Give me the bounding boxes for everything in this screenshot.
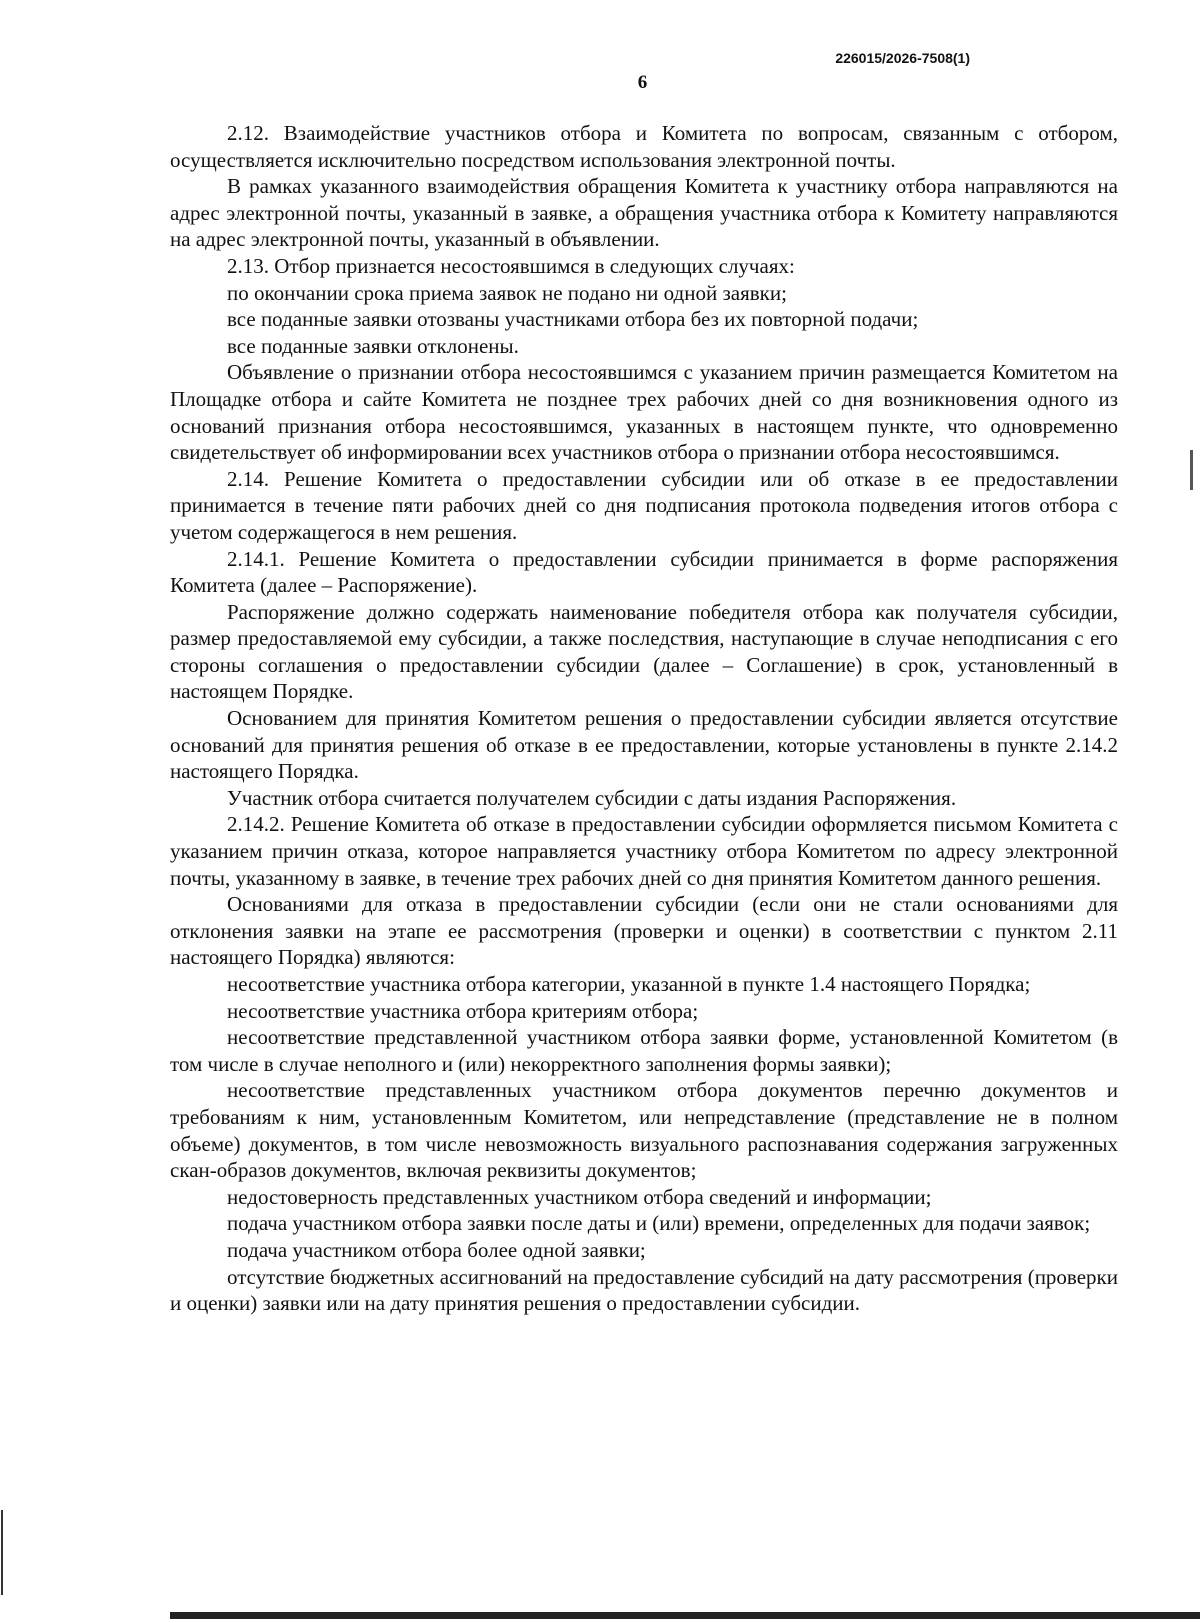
document-registration-number: 226015/2026-7508(1) [835,50,970,66]
paragraph-order-content: Распоряжение должно содержать наименование победителя отбора как получателя субсидии, размер предоставляемой ему субсидии, а также последствия, наступающие в случае неподписания с его стороны соглашения о предоставлении субсидии (далее – Соглашение) в срок, установленный в настоящем Порядке. [170,599,1118,704]
list-item: все поданные заявки отклонены. [227,333,519,358]
document-body [170,120,1118,1317]
scan-edge-mark [1190,450,1193,490]
paragraph-2-14-1: 2.14.1. Решение Комитета о предоставлении субсидии принимается в форме распоряжения Комитета (далее – Распоряжение). [170,546,1118,598]
paragraph-2-12: 2.12. Взаимодействие участников отбора и Комитета по вопросам, связанным с отбором, осуществляется исключительно посредством использования электронной почты. [170,121,1118,172]
list-item: несоответствие участника отбора критериям отбора; [227,998,699,1023]
list-item: все поданные заявки отозваны участниками отбора без их повторной подачи; [227,307,919,332]
list-item: подача участником отбора более одной заявки; [227,1237,646,1262]
list-item: отсутствие бюджетных ассигнований на предоставление субсидий на дату рассмотрения (проверки и оценки) заявки или на дату принятия решения о предоставлении субсидии. [170,1264,1118,1316]
scan-edge-line [1,1510,3,1595]
list-item: по окончании срока приема заявок не подано ни одной заявки; [227,280,787,305]
page-number: 6 [637,72,648,93]
paragraph-recipient: Участник отбора считается получателем субсидии с даты издания Распоряжения. [227,785,957,810]
list-item: несоответствие участника отбора категории, указанной в пункте 1.4 настоящего Порядка; [227,972,1031,996]
paragraph-refusal-grounds: Основаниями для отказа в предоставлении субсидии (если они не стали основаниями для отклонения заявки на этапе ее рассмотрения (проверки и оценки) в соответствии с пунктом 2.11 настоящего Порядка) являются: [170,892,1118,970]
paragraph-interaction: В рамках указанного взаимодействия обращения Комитета к участнику отбора направляются на адрес электронной почты, указанный в заявке, а обращения участника отбора к Комитету направляются на адрес электронной почты, указанный в объявлении. [170,174,1118,252]
paragraph-2-14-2: 2.14.2. Решение Комитета об отказе в предоставлении субсидии оформляется письмом Комитета с указанием причин отказа, которое направляется участнику отбора Комитетом по адресу электронной почты, указанному в заявке, в течение трех рабочих дней со дня принятия Комитетом данного решения. [170,812,1118,890]
list-item: несоответствие представленной участником отбора заявки форме, установленной Комитетом (в том числе в случае неполного и (или) некорректного заполнения формы заявки); [170,1025,1118,1076]
list-item: несоответствие представленных участником отбора документов перечню документов и требованиям к ним, установленным Комитетом, или непредставление (представление не в полном объеме) документов, в том числе невозможность визуального распознавания содержания загруженных скан-образов документов, включая реквизиты документов; [170,1078,1118,1183]
scan-bottom-border [170,1612,1200,1619]
paragraph-2-14: 2.14. Решение Комитета о предоставлении субсидии или об отказе в ее предоставлении принимается в течение пяти рабочих дней со дня подписания протокола подведения итогов отбора с учетом содержащегося в нем решения. [170,466,1118,544]
list-item: подача участником отбора заявки после даты и (или) времени, определенных для подачи заявок; [227,1211,1091,1236]
list-item: недостоверность представленных участником отбора сведений и информации; [227,1184,932,1209]
paragraph-2-13: 2.13. Отбор признается несостоявшимся в следующих случаях: [227,253,795,278]
paragraph-announcement: Объявление о признании отбора несостоявшимся с указанием причин размещается Комитетом на Площадке отбора и сайте Комитета не позднее трех рабочих дней со дня возникновения одного из оснований признания отбора несостоявшимся, указанных в настоящем пункте, что одновременно свидетельствует об информировании всех участников отбора о признании отбора несостоявшимся. [170,360,1118,465]
paragraph-grounds: Основанием для принятия Комитетом решения о предоставлении субсидии является отсутствие оснований для принятия решения об отказе в ее предоставлении, которые установлены в пункте 2.14.2 настоящего Порядка. [170,706,1118,784]
